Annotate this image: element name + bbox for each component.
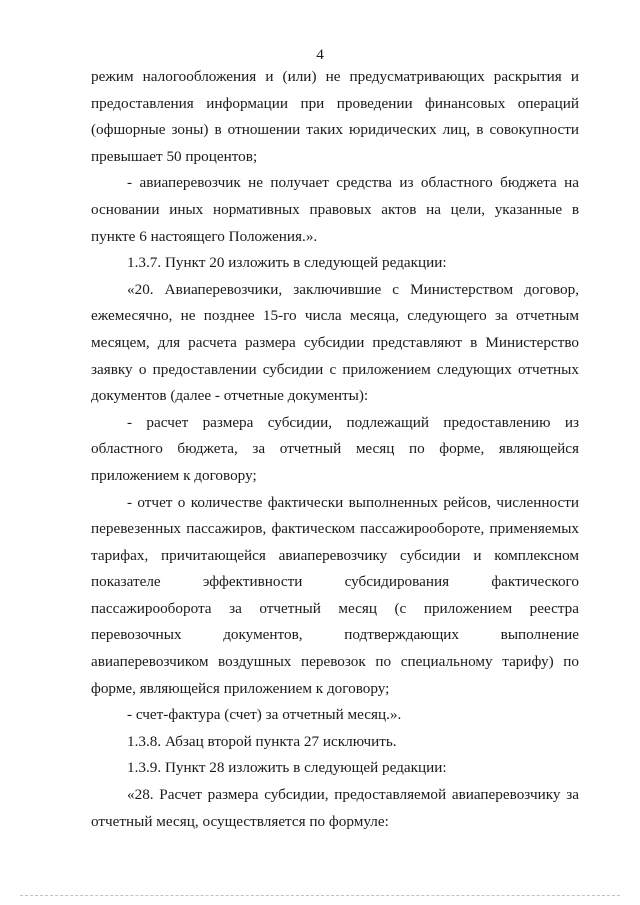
paragraph-1-3-7: 1.3.7. Пункт 20 изложить в следующей редакции: bbox=[127, 254, 447, 272]
paragraph-flights-report: - отчет о количестве фактически выполненных рейсов, численности перевезенных пассажиров, фактическом пассажирообороте, применяемых тарифах, причитающейся авиаперевозчику субсидии и комплексном показателе эффективности субсидирования фактического пассажирооборота за отчетный месяц (с приложением реестра перевозочных документов, подтверждающих выполнение авиаперевозчиком воздушных перевозок по специальному тарифу) по форме, являющейся приложением к договору; bbox=[91, 493, 579, 697]
page-number: 4 bbox=[316, 46, 324, 63]
paragraph-1-3-8: 1.3.8. Абзац второй пункта 27 исключить. bbox=[127, 732, 397, 750]
paragraph-1-3-9: 1.3.9. Пункт 28 изложить в следующей редакции: bbox=[127, 759, 447, 777]
document-body bbox=[91, 64, 579, 835]
paragraph-invoice: - счет-фактура (счет) за отчетный месяц.». bbox=[127, 706, 402, 724]
paragraph-point-28: «28. Расчет размера субсидии, предоставляемой авиаперевозчику за отчетный месяц, осуществляется по формуле: bbox=[91, 786, 579, 830]
paragraph-airline-condition: - авиаперевозчик не получает средства из областного бюджета на основании иных нормативных правовых актов на цели, указанные в пункте 6 настоящего Положения.». bbox=[91, 174, 579, 245]
paragraph-subsidy-calculation: - расчет размера субсидии, подлежащий предоставлению из областного бюджета, за отчетный месяц по форме, являющейся приложением к договору; bbox=[91, 413, 579, 484]
paragraph-continuation: режим налогообложения и (или) не предусматривающих раскрытия и предоставления информации при проведении финансовых операций (офшорные зоны) в отношении таких юридических лиц, в совокупности превышает 50 процентов; bbox=[91, 68, 579, 165]
paragraph-point-20: «20. Авиаперевозчики, заключившие с Министерством договор, ежемесячно, не позднее 15-го числа месяца, следующего за отчетным месяцем, для расчета размера субсидии представляют в Министерство заявку о предоставлении субсидии с приложением следующих отчетных документов (далее - отчетные документы): bbox=[91, 280, 579, 405]
scan-edge-line bbox=[20, 895, 620, 896]
